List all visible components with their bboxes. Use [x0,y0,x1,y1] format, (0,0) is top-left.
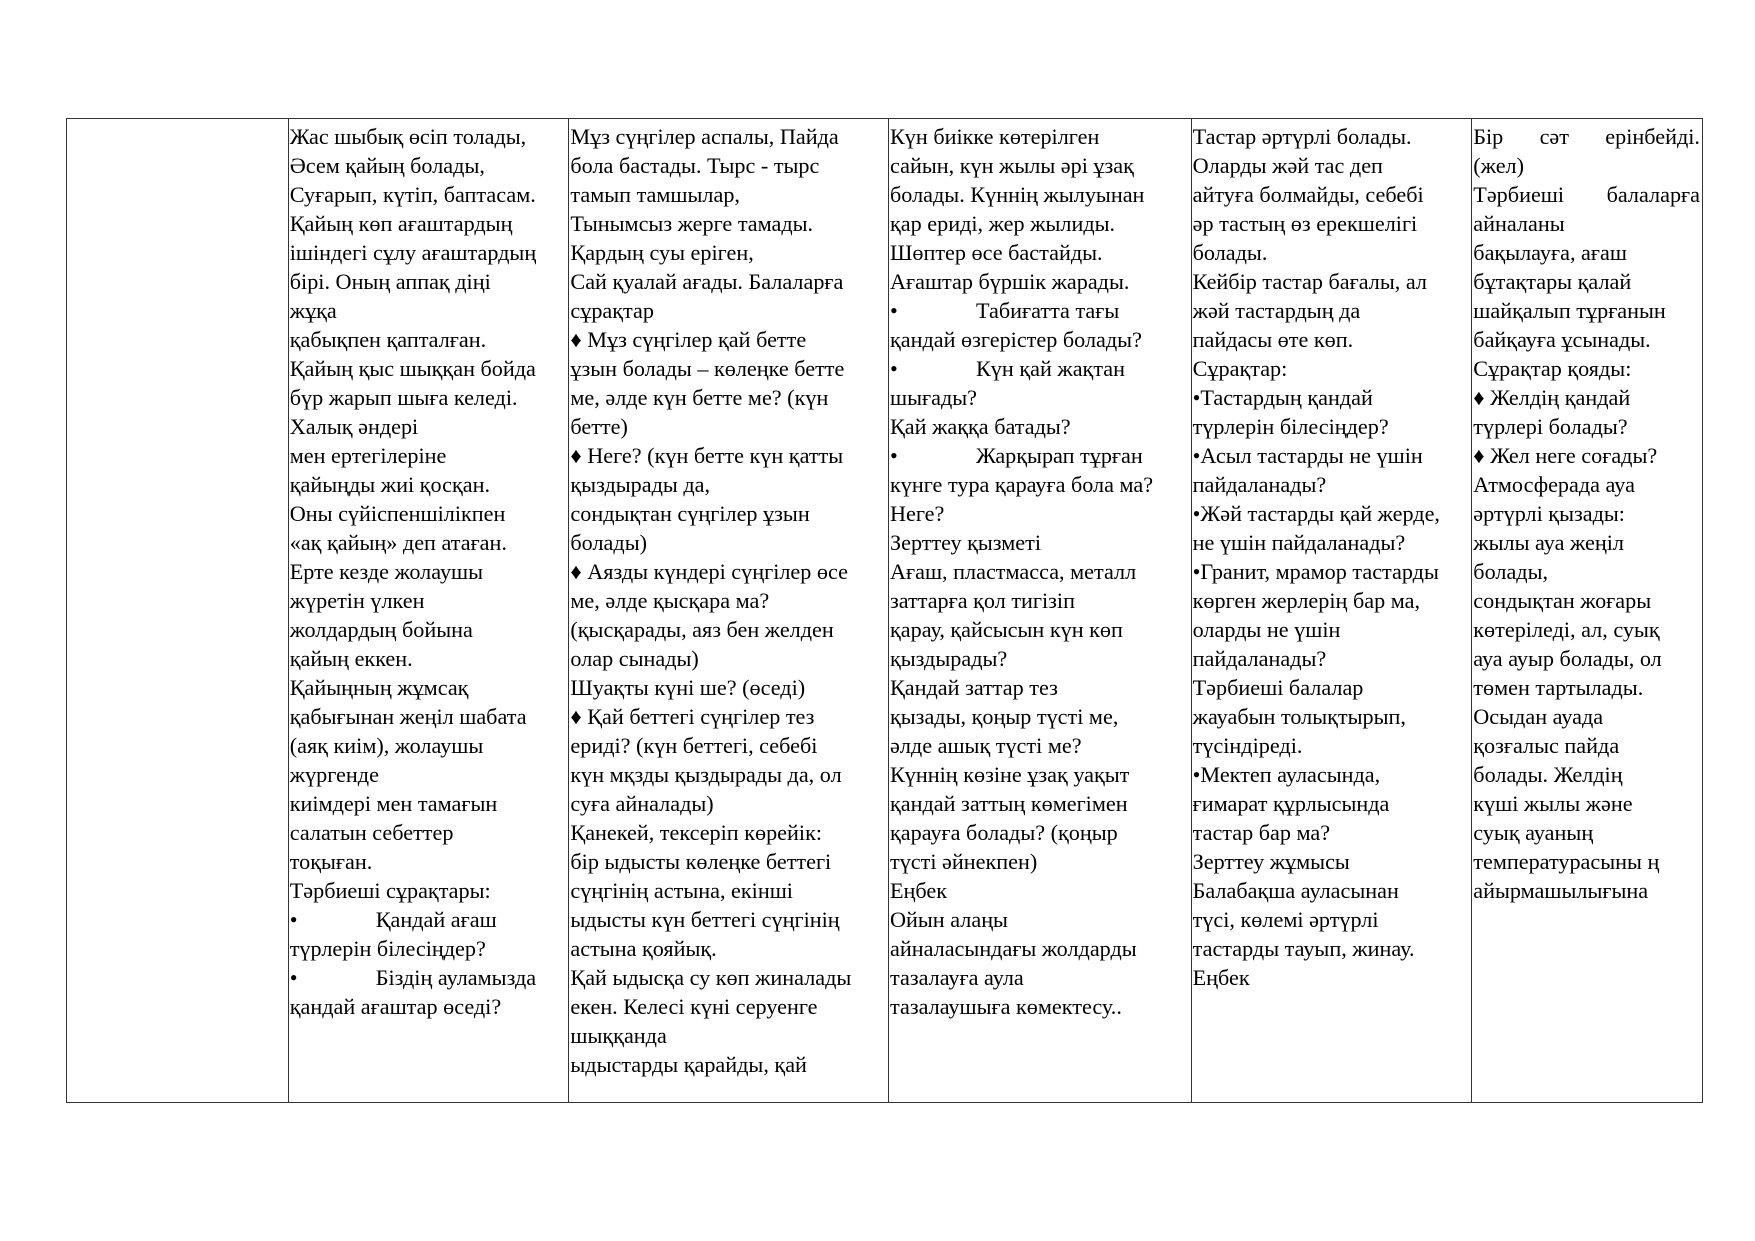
cell-text-line: ♦ Мұз сүңгілер қай бетте [570,327,807,352]
cell-text-line: болады. Желдің [1473,762,1623,787]
cell-text-line: пайдаланады? [1192,472,1327,497]
table-column-5 [1192,119,1473,1102]
table-column-2 [289,119,570,1102]
cell-text-line: әр тастың өз ерекшелігі [1192,211,1418,236]
cell-text-line: Тастар әртүрлі болады. [1192,124,1412,149]
cell-text-line: Тынымсыз жерге тамады. [570,211,814,236]
cell-text-line: ме, әлде қысқара ма? [570,588,770,613]
cell-text-line: айырмашылығына [1473,878,1649,903]
cell-text-line: тастар бар ма? [1192,820,1331,845]
cell-text-line: қарауға болады? (қоңыр [890,820,1118,845]
cell-text-line: ♦ Қай беттегі сүңгілер тез [570,704,815,729]
cell-text-line: олар сынады) [570,646,699,671]
cell-text-line: Тәрбиеші сұрақтары: [289,878,491,903]
cell-text-line: Жас шыбық өсіп толады, [289,124,527,149]
cell-text-line: шығады? [890,385,977,410]
cell-text-line: бола бастады. Тырс - тырс [570,153,820,178]
cell-text-line: тоқыған. [289,849,373,874]
cell-text-line: әртүрлі қызады: [1473,501,1625,526]
cell-text-line: ауа ауыр болады, ол [1473,646,1662,671]
cell-text-line: Неге? [890,501,945,526]
cell-text-line: Әсем қайың болады, [289,153,485,178]
cell-text-line: болады, [1473,559,1549,584]
cell-text-line: қандай ағаштар өседі? [289,994,502,1019]
cell-text-line: Халық әндері [289,414,419,439]
cell-text-line: «ақ қайың» деп атаған. [289,530,507,555]
cell-text-line: Еңбек [890,878,948,903]
cell-text-line: пайдаланады? [1192,646,1327,671]
cell-text-line: қар ериді, жер жылиды. [890,211,1116,236]
cell-text-line: •Гранит, мрамор тастарды [1192,559,1439,584]
cell-text-line: қайыңды жиі қосқан. [289,472,490,497]
cell-text-line: Қардың суы ерiген, [570,240,754,265]
cell-text-line: Суғарып, күтіп, баптасам. [289,182,536,207]
plan-table [66,118,1703,1103]
cell-text-line: Шуақты күні ше? (өседі) [570,675,806,700]
cell-text-line: астына қояйық. [570,936,717,961]
cell-text-line: болады. [1192,240,1268,265]
cell-text-line: жүретін үлкен [289,588,425,613]
cell-text-line: түсті әйнекпен) [890,849,1038,874]
cell-text-line: •Тастардың қандай [1192,385,1373,410]
cell-text-line: бір ыдысты көлеңке беттегі [570,849,832,874]
cell-text-line: Оны сүйіспеншілікпен [289,501,506,526]
cell-text-line: Зерттеу жұмысы [1192,849,1350,874]
cell-text-line: (аяқ киім), жолаушы [289,733,484,758]
cell-text-line: жауабын толықтырып, [1192,704,1406,729]
cell-text-line: киімдері мен тамағын [289,791,498,816]
cell-text-line: температурасыны ң [1473,849,1660,874]
cell-text-line: қабығынан жеңіл шабата [289,704,527,729]
cell-text-line: (жел) [1473,153,1525,178]
cell-text-line: Бір сәт ерінбейді. [1473,124,1700,149]
cell-text-line: бетте) [570,414,628,439]
cell-text-line: Қайың қыс шыққан бойда [289,356,536,381]
cell-text-line: Тәрбиеші балаларға [1473,182,1700,207]
cell-text-line: айналаны [1473,211,1565,236]
cell-text-line: Қайыңның жұмсақ [289,675,469,700]
cell-text-line: қабықпен қапталған. [289,327,487,352]
cell-text-line: Күн биікке көтерілген [890,124,1100,149]
cell-text-line: төмен тартылады. [1473,675,1644,700]
cell-text-line: Оларды жәй тас деп [1192,153,1383,178]
cell-text-line: айналасындағы жолдарды [890,936,1137,961]
table-column-1 [67,119,289,1102]
cell-text-line: қандай өзгерістер болады? [890,327,1142,352]
cell-text-line: қыздырады? [890,646,1008,671]
cell-text-line: ыдыстарды қарайды, қай [570,1052,807,1077]
table-column-6 [1472,119,1702,1102]
cell-text-line: қызады, қоңыр түсті ме, [890,704,1119,729]
cell-text-line: суық ауаның [1473,820,1594,845]
cell-text-line: Кейбір тастар бағалы, ал [1192,269,1427,294]
cell-text-line: қозғалыс пайда [1473,733,1620,758]
cell-text-line: түрлерін білесіңдер? [289,936,486,961]
cell-text-line: екен. Келесі күні серуенге [570,994,818,1019]
cell-text-line: •Мектеп ауласында, [1192,762,1381,787]
cell-text-line: мен ертегілеріне [289,443,447,468]
cell-text-line: (қысқарады, аяз бен желден [570,617,834,642]
cell-text-line: Шөптер өсе бастайды. [890,240,1103,265]
cell-text-line: байқауға ұсынады. [1473,327,1651,352]
cell-text-line: Еңбек [1192,965,1250,990]
cell-text-line: • Жарқырап тұрған [890,443,1143,468]
cell-text-line: • Қандай ағаш [289,907,497,932]
cell-text-line: қайың еккен. [289,646,413,671]
cell-text-line: Сұрақтар: [1192,356,1288,381]
cell-text-line: Қандай заттар тез [890,675,1058,700]
cell-text-line: бірі. Оның аппақ діңі [289,269,491,294]
cell-text-line: әлде ашық түсті ме? [890,733,1082,758]
cell-text-line: түсіндіреді. [1192,733,1303,758]
cell-text-line: Қанекей, тексеріп көрейік: [570,820,823,845]
cell-text-line: тастарды тауып, жинау. [1192,936,1415,961]
cell-text-line: көрген жерлерің бар ма, [1192,588,1421,613]
cell-text-line: Мұз сүңгілер аспалы, Пайда [570,124,839,149]
cell-text-line: ыдысты күн беттегі сүңгінің [570,907,840,932]
cell-text-line: Сұрақтар қояды: [1473,356,1632,381]
cell-text-line: түрлері болады? [1473,414,1628,439]
cell-text-line: ♦ Аязды күндері сүңгілер өсе [570,559,848,584]
cell-text-line: суға айналады) [570,791,714,816]
cell-text-line: •Асыл тастарды не үшін [1192,443,1423,468]
cell-text-line: Қай ыдысқа су көп жиналады [570,965,852,990]
cell-text-line: ғимарат құрлысында [1192,791,1390,816]
cell-text-line: күн мқзды қыздырады да, ол [570,762,842,787]
cell-text-line: ішіндегі сұлу ағаштардың [289,240,537,265]
cell-text-line: Балабақша ауласынан [1192,878,1399,903]
cell-text-line: Ерте кезде жолаушы [289,559,484,584]
cell-text-line: не үшін пайдаланады? [1192,530,1406,555]
cell-text-line: болады) [570,530,647,555]
cell-text-line: оларды не үшін [1192,617,1341,642]
cell-text-line: күнге тура қарауға бола ма? [890,472,1154,497]
cell-text-line: заттарға қол тигізіп [890,588,1075,613]
cell-text-line: ♦ Желдің қандай [1473,385,1631,410]
cell-text-line: Ағаш, пластмасса, металл [890,559,1137,584]
cell-text-line: Қайың көп ағаштардың [289,211,513,236]
cell-text-line: Атмосферада ауа [1473,472,1635,497]
cell-text-line: сондықтан сүңгілер ұзын [570,501,810,526]
cell-text-line: ұзын болады – көлеңке бетте [570,356,845,381]
cell-text-line: ♦ Жел неге соғады? [1473,443,1658,468]
cell-text-line: айтуға болмайды, себебі [1192,182,1424,207]
cell-text-line: • Күн қай жақтан [890,356,1126,381]
cell-text-line: шыққанда [570,1023,667,1048]
cell-text-line: бұтақтары қалай [1473,269,1632,294]
cell-text-line: Ойын алаңы [890,907,1008,932]
cell-text-line: қыздырады да, [570,472,711,497]
cell-text-line: Зерттеу қызметі [890,530,1041,555]
cell-text-line: түсі, көлемі әртүрлі [1192,907,1379,932]
cell-text-line: тамып тамшылар, [570,182,740,207]
cell-text-line: жүргенде [289,762,379,787]
cell-text-line: сүңгінің астына, екінші [570,878,793,903]
cell-text-line: көтеріледі, ал, суық [1473,617,1660,642]
cell-text-line: сайын, күн жылы әрі ұзақ [890,153,1134,178]
cell-text-line: ериді? (күн беттегі, себебі [570,733,818,758]
cell-text-line: жәй тастардың да [1192,298,1361,323]
cell-text-line: салатын себеттер [289,820,454,845]
cell-text-line: ♦ Неге? (күн бетте күн қатты [570,443,844,468]
cell-text-line: Күннің көзіне ұзақ уақыт [890,762,1130,787]
cell-text-line: күші жылы және [1473,791,1633,816]
cell-text-line: шайқалып тұрғанын [1473,298,1666,323]
cell-text-line: Ағаштар бүршік жарады. [890,269,1130,294]
cell-text-line: жылы ауа жеңіл [1473,530,1624,555]
cell-text-line: қарау, қайсысын күн көп [890,617,1123,642]
cell-text-line: сондықтан жоғары [1473,588,1652,613]
cell-text-line: • Табиғатта тағы [890,298,1120,323]
cell-text-line: Сай қуалай ағады. Балаларға [570,269,844,294]
cell-text-line: Қай жаққа батады? [890,414,1071,439]
table-column-4 [889,119,1192,1102]
cell-text-line: Осыдан ауада [1473,704,1604,729]
cell-text-line: болады. Күннің жылуынан [890,182,1145,207]
cell-text-line: тазалауға аула [890,965,1024,990]
cell-text-line: сұрақтар [570,298,654,323]
cell-text-line: бүр жарып шыға келеді. [289,385,518,410]
cell-text-line: жолдардың бойына [289,617,473,642]
cell-text-line: Тәрбиеші балалар [1192,675,1364,700]
cell-text-line: ме, әлде күн бетте ме? (күн [570,385,829,410]
cell-text-line: тазалаушыға көмектесу.. [890,994,1122,1019]
cell-text-line: пайдасы өте көп. [1192,327,1354,352]
cell-text-line: түрлерін білесіңдер? [1192,414,1389,439]
cell-text-line: • Біздің ауламызда [289,965,537,990]
cell-text-line: бақылауға, ағаш [1473,240,1627,265]
cell-text-line: қандай заттың көмегімен [890,791,1128,816]
cell-text-line: •Жәй тастарды қай жерде, [1192,501,1440,526]
table-column-3 [569,119,889,1102]
cell-text-line: жұқа [289,298,337,323]
